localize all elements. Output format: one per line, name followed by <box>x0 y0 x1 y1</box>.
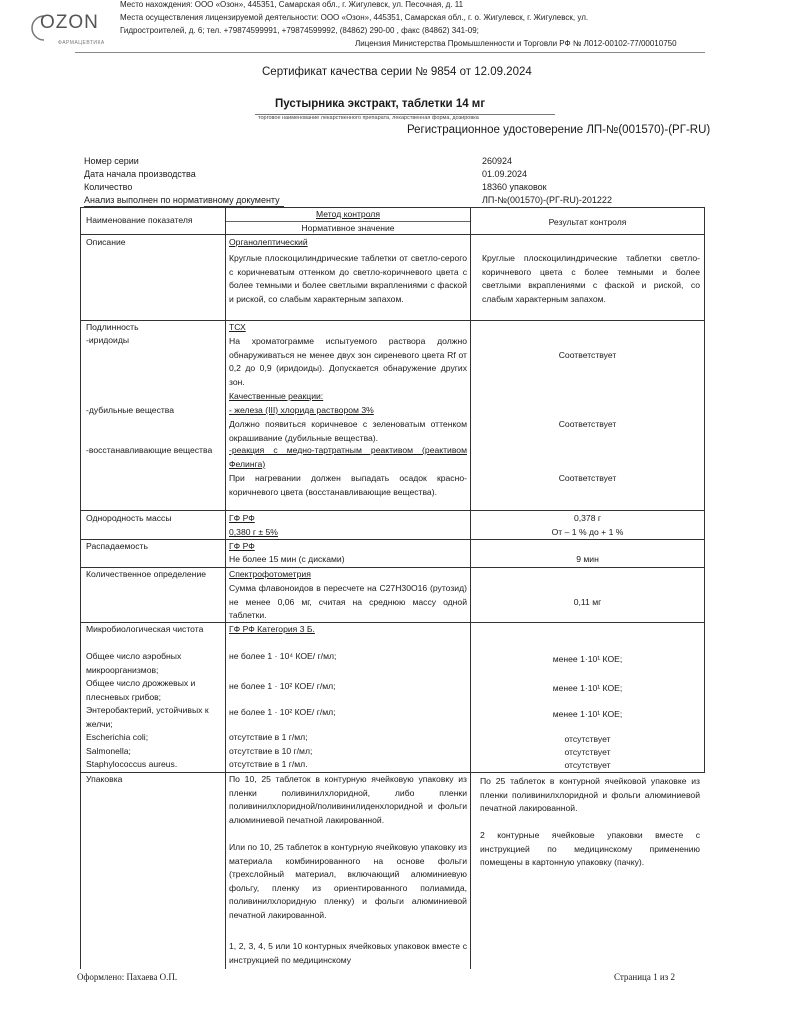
row-packaging-norm-3: 1, 2, 3, 4, 5 или 10 контурных ячейковых упаковок вместе с инструкцией по медицинскому <box>229 941 467 965</box>
micro-item-name-fungi: Общее число дрожжевых и плесневых грибов; <box>86 678 196 702</box>
row-disintegration-result: 9 мин <box>576 554 599 564</box>
info-value-quantity: 18360 упаковок <box>482 182 547 192</box>
row-identity-qual-reactions: Качественные реакции: <box>229 391 324 401</box>
micro-item-result-ecoli: отсутствует <box>564 734 611 744</box>
info-label-norm-doc: Анализ выполнен по нормативному документу <box>84 195 280 205</box>
row-disintegration-method: ГФ РФ <box>229 541 255 551</box>
micro-item-norm-ecoli: отсутствие в 1 г/мл; <box>229 732 308 742</box>
logo-subtitle: ФАРМАЦЕВТИКА <box>58 40 105 46</box>
row-identity-result-tannins: Соответствует <box>558 419 617 429</box>
product-name: Пустырника экстракт, таблетки 14 мг <box>275 98 486 110</box>
info-value-norm-doc: ЛП-№(001570)-(РГ-RU)-201222 <box>482 195 612 205</box>
micro-item-result-salmonella: отсутствует <box>564 747 611 757</box>
row-micro-name: Микробиологическая чистота <box>86 624 204 634</box>
row-identity-method-fehling: -реакция с медно-тартратным реактивом (реактивом Фелинга) <box>229 445 467 469</box>
micro-item-result-aerobic: менее 1·10¹ КОЕ; <box>552 654 623 664</box>
micro-item-norm-staph: отсутствие в 1 г/мл. <box>229 759 308 769</box>
micro-item-name-aerobic: Общее число аэробных микроорганизмов; <box>86 651 182 675</box>
micro-item-name-enterobacteria: Энтеробактерий, устойчивых к желчи; <box>86 705 209 729</box>
row-identity-sub-reducing: -восстанавливающие вещества <box>86 445 213 455</box>
row-packaging-result-2: 2 контурные ячейковые упаковки вместе с инструкцией по медицинскому применению помещены в картонную упаковку (пачку). <box>480 830 700 867</box>
micro-item-result-staph: отсутствует <box>564 760 611 770</box>
micro-item-norm-fungi: не более 1 · 10² КОЕ/ г/мл; <box>229 681 336 691</box>
th-method: Метод контроля <box>316 209 380 219</box>
row-identity-norm-reducing: При нагревании должен выпадать осадок красно-коричневого цвета (восстанавливающие вещества). <box>229 473 467 497</box>
logo-text: OZON <box>40 12 99 33</box>
micro-item-result-fungi: менее 1·10¹ КОЕ; <box>552 683 623 693</box>
header-line-2: Места осуществления лицензируемой деятельности: ООО «Озон», 445351, Самарская обл., г. о. Жигулевск, г. Жигулевск, ул. <box>120 13 589 22</box>
row-packaging-norm-2: Или по 10, 25 таблеток в контурную ячейковую упаковку из материала комбинированного на основе фольги (трехслойный материал, включающий алюминиевую фольгу, пленку из ориентированного полиамида, поливинилхлоридную пленку) и фольги алюминиевой печатной лакированной. <box>229 842 467 920</box>
micro-item-name-salmonella: Salmonella; <box>86 746 131 756</box>
footer-prepared-by: Оформлено: Пахаева О.П. <box>77 972 178 982</box>
row-identity-result-tlc: Соответствует <box>558 350 617 360</box>
micro-item-name-ecoli: Escherichia coli; <box>86 732 149 742</box>
footer-page-number: Страница 1 из 2 <box>614 972 675 982</box>
micro-item-name-staph: Staphylococcus aureus. <box>86 759 178 769</box>
row-identity-norm-tannins: Должно появиться коричневое с зеленоватым оттенком окрашивание (дубильные вещества). <box>229 419 467 443</box>
row-disintegration-name: Распадаемость <box>86 541 148 551</box>
info-value-series: 260924 <box>482 156 513 166</box>
row-identity-name: Подлинность <box>86 322 139 332</box>
header-line-1: Место нахождения: ООО «Озон», 445351, Самарская обл., г. Жигулевск, ул. Песочная, д. 11 <box>120 0 464 9</box>
micro-item-norm-aerobic: не более 1 · 10⁴ КОЕ/ г/мл; <box>229 651 337 661</box>
row-packaging-norm-1: По 10, 25 таблеток в контурную ячейковую упаковку из пленки поливинилхлоридной, либо пленки поливинилхлоридной/поливинилиденхлоридной и фольги алюминиевой печатной лакированной. <box>229 774 467 825</box>
row-identity-norm-tlc: На хроматограмме испытуемого раствора должно обнаруживаться не менее двух зон сиреневого цвета Rf от 0,2 до 0,9 (иридоиды). Допускается обнаружение других зон. <box>229 336 467 387</box>
row-description-method: Органолептический <box>229 237 308 247</box>
row-packaging-result-1: По 25 таблеток в контурной ячейковой упаковке из пленки поливинилхлоридной и фольги алюминиевой печатной лакированной. <box>480 776 700 813</box>
row-assay-result: 0,11 мг <box>573 597 602 607</box>
row-disintegration-norm: Не более 15 мин (с дисками) <box>229 554 345 564</box>
row-identity-method-iron: - железа (III) хлорида раствором 3% <box>229 405 374 415</box>
info-label-quantity: Количество <box>84 182 133 192</box>
info-value-date: 01.09.2024 <box>482 169 528 179</box>
certificate-title: Сертификат качества серии № 9854 от 12.09.2024 <box>262 66 532 78</box>
registration-number: Регистрационное удостоверение ЛП-№(001570)-(РГ-RU) <box>407 124 711 136</box>
header-line-3: Гидростроителей, д. 6; тел. +79874599991, +79874599992, (84862) 290-00 , факс (84862) 341-09; <box>120 26 479 35</box>
row-mass-result-range: От – 1 % до + 1 % <box>551 527 624 537</box>
row-identity-method-tlc: ТСХ <box>229 322 246 332</box>
product-caption: торговое наименование лекарственного препарата, лекарственная форма, дозировка <box>258 115 479 121</box>
row-assay-name: Количественное определение <box>86 569 207 579</box>
row-mass-norm: 0,380 г ± 5% <box>229 527 278 537</box>
row-description-name: Описание <box>86 237 126 247</box>
header-divider <box>75 52 705 53</box>
info-label-date: Дата начала производства <box>84 169 196 179</box>
row-assay-method: Спектрофотометрия <box>229 569 311 579</box>
row-mass-name: Однородность массы <box>86 513 172 523</box>
micro-item-norm-enterobacteria: не более 1 · 10² КОЕ/ г/мл; <box>229 707 336 717</box>
micro-item-norm-salmonella: отсутствие в 10 г/мл; <box>229 746 313 756</box>
th-norm: Нормативное значение <box>301 223 395 233</box>
row-packaging-name: Упаковка <box>86 774 123 784</box>
row-description-norm: Круглые плоскоцилиндрические таблетки от светло-серого с коричневатым оттенком до светло-коричневого цвета с более темными и более светлыми вкраплениями с фаской и риской, со слабым характерным запахом. <box>229 253 467 304</box>
th-result: Результат контроля <box>548 217 627 227</box>
row-mass-method: ГФ РФ <box>229 513 255 523</box>
micro-item-result-enterobacteria: менее 1·10¹ КОЕ; <box>552 709 623 719</box>
row-description-result: Круглые плоскоцилиндрические таблетки светло-коричневого цвета с более темными и более светлыми вкраплениями с фаской и риской, со слабым характерным запахом. <box>482 253 700 304</box>
header-line-4: Лицензия Министерства Промышленности и Торговли РФ № Л012-00102-77/00010750 <box>355 39 677 48</box>
row-identity-sub-iridoids: -иридоиды <box>86 335 130 345</box>
info-label-series: Номер серии <box>84 156 139 166</box>
row-assay-norm: Сумма флавоноидов в пересчете на C27H30O16 (рутозид) не менее 0,06 мг, считая на среднюю массу одной таблетки. <box>229 583 467 620</box>
row-identity-result-reducing: Соответствует <box>558 473 617 483</box>
th-indicator: Наименование показателя <box>86 215 193 225</box>
row-micro-method: ГФ РФ Категория 3 Б. <box>229 624 315 634</box>
row-mass-result-value: 0,378 г <box>573 513 602 523</box>
row-identity-sub-tannins: -дубильные вещества <box>86 405 175 415</box>
company-logo <box>30 10 110 50</box>
